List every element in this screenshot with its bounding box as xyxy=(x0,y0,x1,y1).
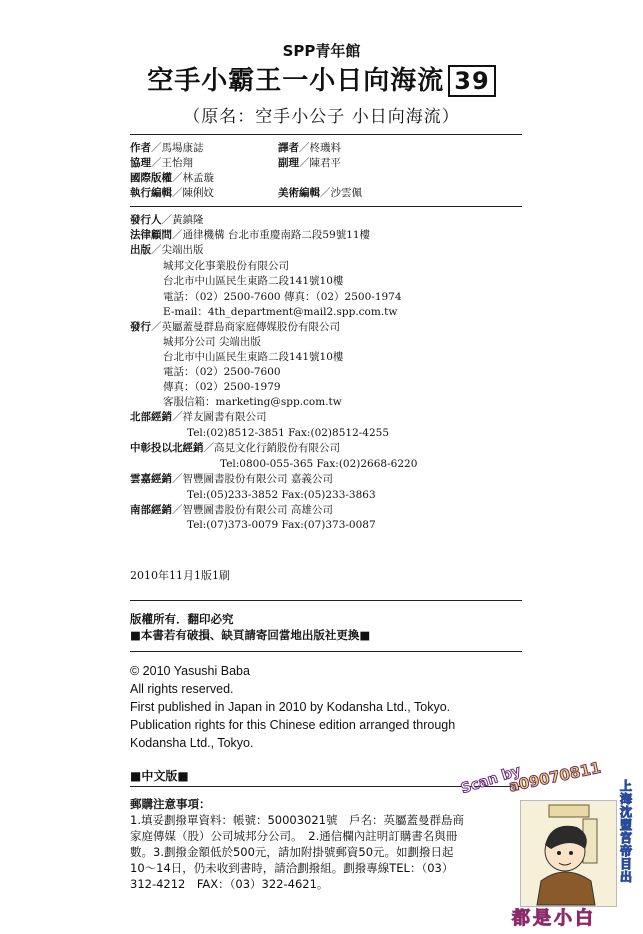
branch-address: 台北市中山區民生東路二段141號10樓 xyxy=(163,351,344,363)
scanner-id-watermark: a09070811 xyxy=(507,758,603,796)
credit-deputy-manager: 副理／陳君平 xyxy=(278,157,341,169)
side-watermark: 上海沈盟宮帝目出 xyxy=(620,779,633,884)
rights-reserved-line: All rights reserved. xyxy=(130,682,234,696)
copyright-line: © 2010 Yasushi Baba xyxy=(130,664,250,678)
imprint-line: 出版／尖端出版 xyxy=(130,244,204,256)
yunjia-contact: Tel:(05)233-3852 Fax:(05)233-3863 xyxy=(187,489,376,501)
company-name: 城邦文化事業股份有限公司 xyxy=(163,260,289,272)
rights-notice: 版權所有．翻印必究 xyxy=(130,612,234,626)
north-distributor: 北部經銷／祥友圖書有限公司 xyxy=(130,411,267,423)
imprint-label: SPP青年館 xyxy=(282,42,361,60)
original-title: （原名：空手小公子 小日向海流） xyxy=(183,107,460,127)
mascot-drawing xyxy=(521,801,616,906)
postal-line: 家庭傳媒（股）公司城邦分公司。 2.通信欄內註明訂購書名與冊 xyxy=(130,829,458,843)
chinese-version-label: ■中文版■ xyxy=(130,769,189,783)
company-email: E-mail：4th_department@mail2.spp.com.tw xyxy=(163,306,398,318)
book-title xyxy=(0,60,643,97)
publisher-line: 發行人／黃鎮隆 xyxy=(130,214,204,226)
credit-assistant-manager: 協理／王怡翔 xyxy=(130,157,193,169)
company-phone: 電話：（02）2500-7600 傳真：（02）2500-1974 xyxy=(163,291,402,303)
south-distributor: 南部經銷／智豐圖書股份有限公司 高雄公司 xyxy=(130,504,333,516)
postal-line: 1.填妥劃撥單資料：帳號：50003021號 戶名：英屬蓋曼群島商 xyxy=(130,813,465,827)
postal-line: 數。3.劃撥金額低於500元，請加附掛號郵資50元。如劃撥日起 xyxy=(130,845,454,859)
book-title-text: 空手小霸王一小日向海流 xyxy=(147,66,445,96)
scan-by-watermark: Scan by xyxy=(459,762,523,798)
postal-line: 312-4212 FAX：（03）322-4621。 xyxy=(130,877,329,891)
mascot-illustration xyxy=(520,800,617,907)
credit-international-rights: 國際版權／林孟璇 xyxy=(130,172,214,184)
kodansha-line: Kodansha Ltd., Tokyo. xyxy=(130,736,254,750)
branch-phone: 電話：（02）2500-7600 xyxy=(163,366,281,378)
north-contact: Tel:(02)8512-3851 Fax:(02)8512-4255 xyxy=(187,427,390,439)
volume-number: 39 xyxy=(448,65,495,97)
distributor-line: 發行／英屬蓋曼群島商家庭傳媒股份有限公司 xyxy=(130,321,340,333)
postal-heading: 郵購注意事項： xyxy=(130,797,211,811)
legal-line: 法律顧問／通律機構 台北市重慶南路二段59號11樓 xyxy=(130,229,371,241)
branch-name: 城邦分公司 尖端出版 xyxy=(163,336,261,348)
branch-fax: 傳真：（02）2500-1979 xyxy=(163,381,281,393)
central-distributor: 中彰投以北經銷／高見文化行銷股份有限公司 xyxy=(130,442,340,454)
damage-notice: ■本書若有破損、缺頁請寄回當地出版社更換■ xyxy=(130,628,371,642)
yunjia-distributor: 雲嘉經銷／智豐圖書股份有限公司 嘉義公司 xyxy=(130,473,333,485)
divider-top xyxy=(130,134,522,135)
publication-rights-line: Publication rights for this Chinese edition arranged through xyxy=(130,718,456,732)
credit-translator: 譯者／柊璣料 xyxy=(278,142,341,154)
central-contact: Tel:0800-055-365 Fax:(02)2668-6220 xyxy=(220,458,418,470)
postal-order-notice xyxy=(130,796,520,892)
first-published-line: First published in Japan in 2010 by Kodansha Ltd., Tokyo. xyxy=(130,700,451,714)
company-address: 台北市中山區民生東路二段141號10樓 xyxy=(163,275,344,287)
service-email: 客服信箱：marketing@spp.com.tw xyxy=(163,396,342,408)
divider-rights xyxy=(130,600,522,601)
divider-middle xyxy=(130,206,522,207)
credit-art-editor: 美術編輯／沙雲佩 xyxy=(278,187,362,199)
credit-author: 作者／馬場康誌 xyxy=(130,142,204,154)
south-contact: Tel:(07)373-0079 Fax:(07)373-0087 xyxy=(187,519,376,531)
edition-date: 2010年11月1版1刷 xyxy=(130,569,230,582)
divider-english xyxy=(130,651,522,652)
postal-line: 10～14日，仍未收到書時，請洽劃撥組。劃撥專線TEL：（03） xyxy=(130,861,454,875)
bottom-watermark: 都是小白 xyxy=(512,908,596,929)
credit-executive-editor: 執行編輯／陳俐妏 xyxy=(130,187,214,199)
